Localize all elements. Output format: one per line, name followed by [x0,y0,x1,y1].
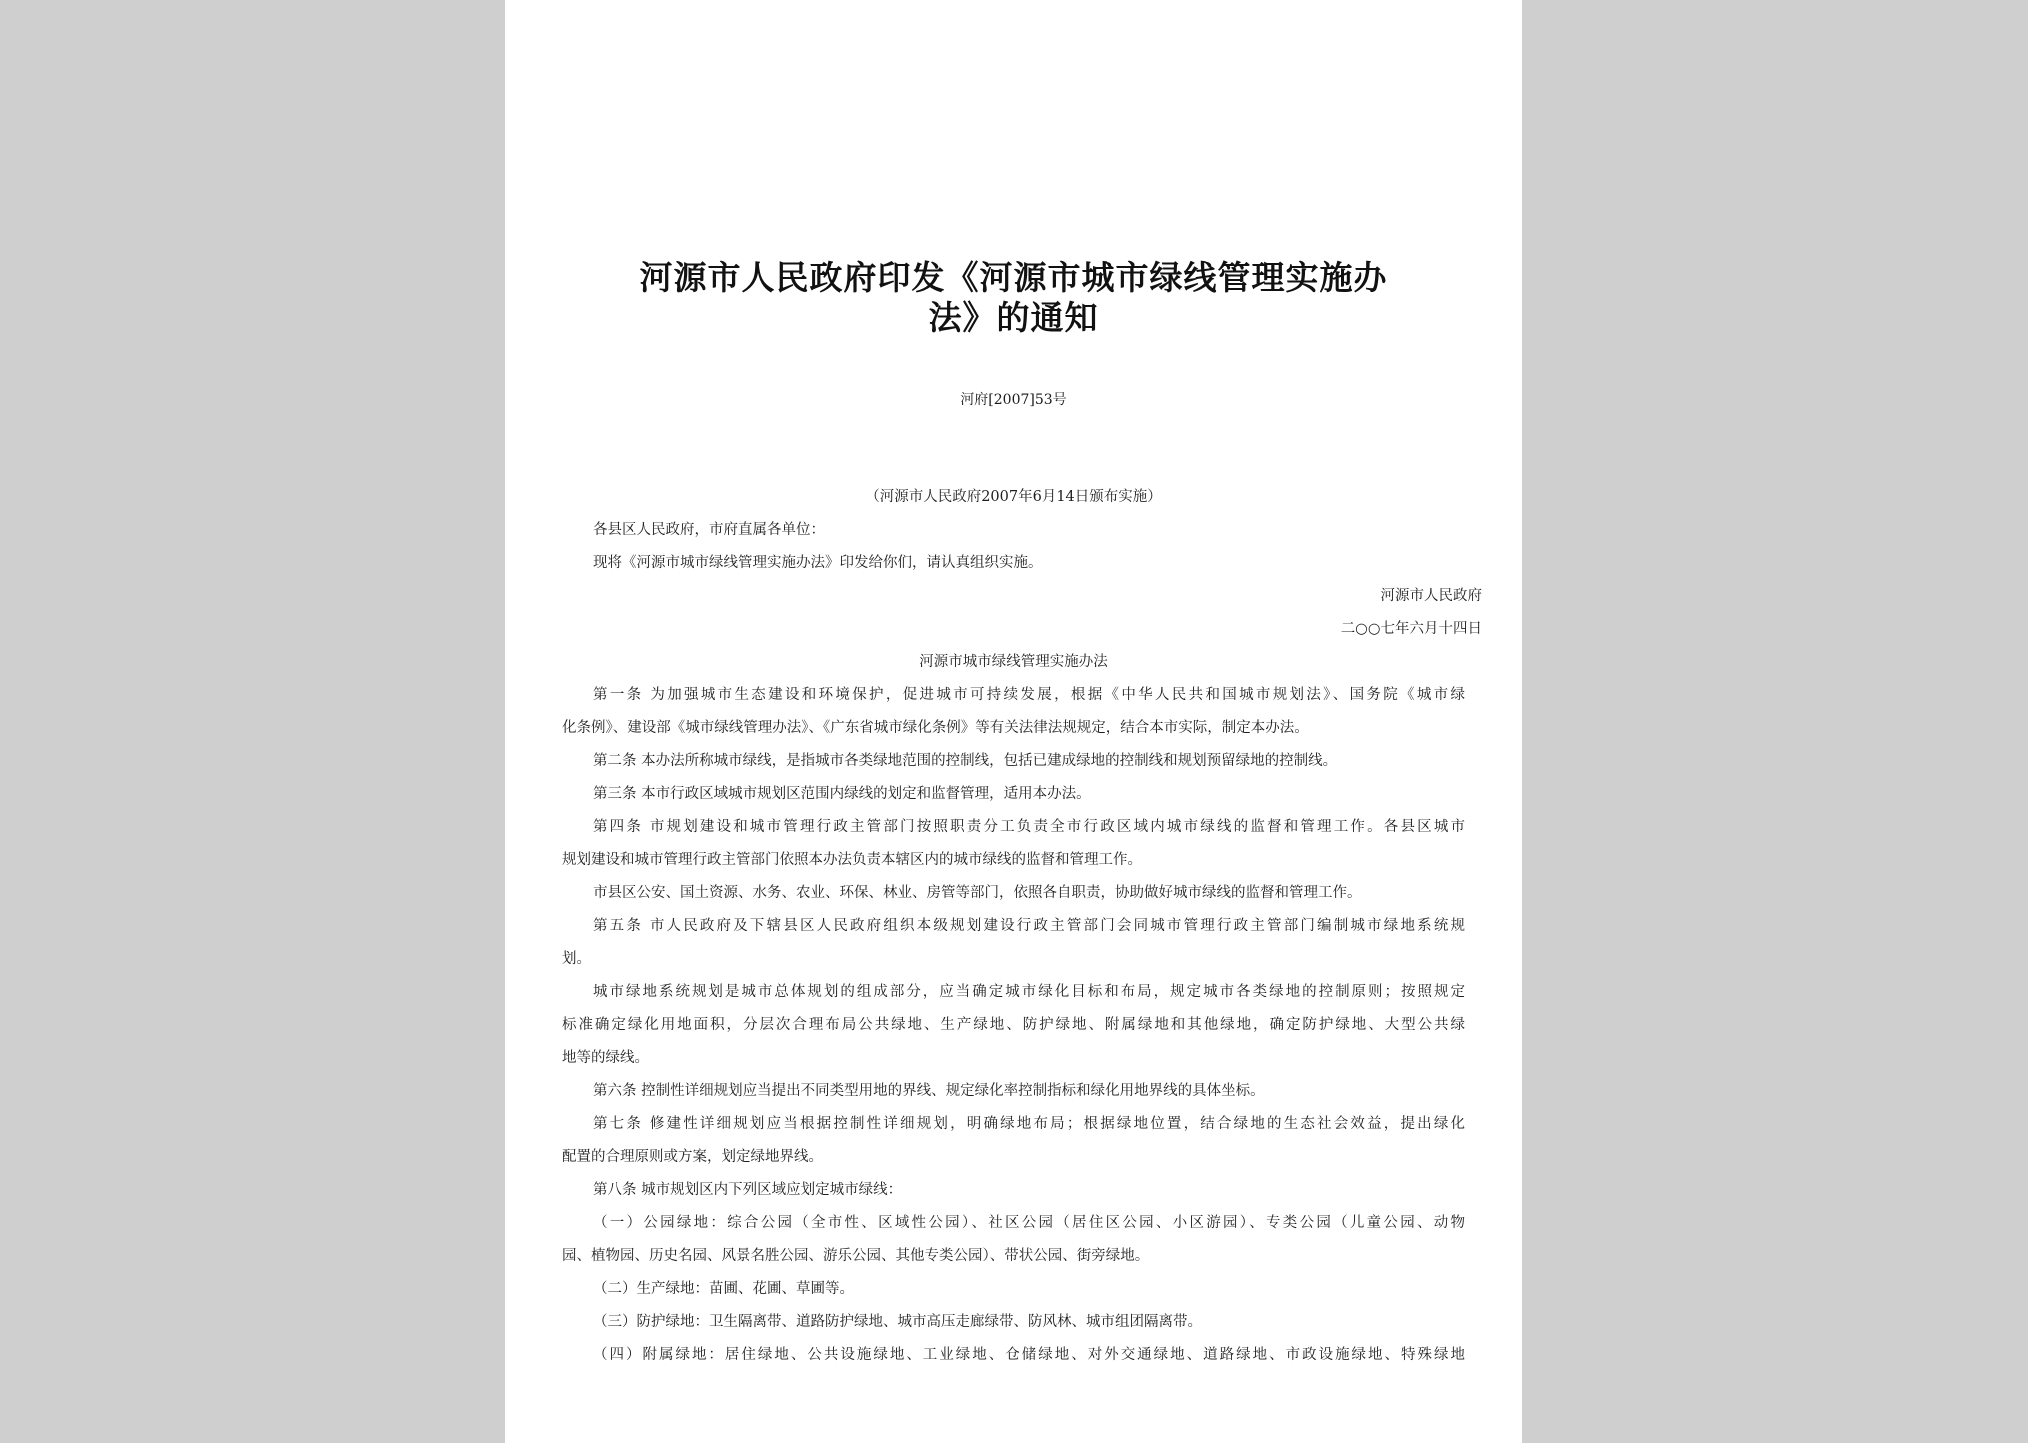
body-line: （二）生产绿地：苗圃、花圃、草圃等。 [593,1281,854,1297]
body-line: 第八条 城市规划区内下列区域应划定城市绿线： [593,1182,903,1198]
promulgation-note: （河源市人民政府2007年6月14日颁布实施） [865,489,1162,505]
body-line: 第二条 本办法所称城市绿线，是指城市各类绿地范围的控制线，包括已建成绿地的控制线和规划预留绿地的控制线。 [593,753,1338,769]
body-line: 第一条 为加强城市生态建设和环境保护，促进城市可持续发展，根据《中华人民共和国城市规划法》、国务院《城市绿 [593,687,1465,703]
body-line: 地等的绿线。 [562,1050,649,1066]
body-line: 规划建设和城市管理行政主管部门依照本办法负责本辖区内的城市绿线的监督和管理工作。 [562,852,1142,868]
notice-text: 现将《河源市城市绿线管理实施办法》印发给你们，请认真组织实施。 [593,555,1043,571]
body-line: 化条例》、建设部《城市绿线管理办法》、《广东省城市绿化条例》等有关法律法规规定，结合本市实际，制定本办法。 [562,720,1309,736]
body-line: 第七条 修建性详细规划应当根据控制性详细规划，明确绿地布局；根据绿地位置，结合绿地的生态社会效益，提出绿化 [593,1116,1465,1132]
body-line: （三）防护绿地：卫生隔离带、道路防护绿地、城市高压走廊绿带、防风林、城市组团隔离带。 [593,1314,1202,1330]
issuer: 河源市人民政府 [1380,588,1482,604]
body-line: 第六条 控制性详细规划应当提出不同类型用地的界线、规定绿化率控制指标和绿化用地界线的具体坐标。 [593,1083,1265,1099]
body-line: 第四条 市规划建设和城市管理行政主管部门按照职责分工负责全市行政区域内城市绿线的监督和管理工作。各县区城市 [593,819,1465,835]
body-line: （四）附属绿地：居住绿地、公共设施绿地、工业绿地、仓储绿地、对外交通绿地、道路绿地、市政设施绿地、特殊绿地 [593,1347,1465,1363]
body-line: 配置的合理原则或方案，划定绿地界线。 [562,1149,823,1165]
body-line: 划。 [562,951,591,967]
document-number: 河府[2007]53号 [960,392,1067,408]
body-line: （一）公园绿地：综合公园（全市性、区域性公园）、社区公园（居住区公园、小区游园）、专类公园（儿童公园、动物 [593,1215,1465,1231]
title-line-1: 河源市人民政府印发《河源市城市绿线管理实施办 [639,258,1388,297]
body-line: 第五条 市人民政府及下辖县区人民政府组织本级规划建设行政主管部门会同城市管理行政主管部门编制城市绿地系统规 [593,918,1465,934]
body-line: 城市绿地系统规划是城市总体规划的组成部分，应当确定城市绿化目标和布局，规定城市各类绿地的控制原则；按照规定 [593,984,1465,1000]
body-line: 市县区公安、国土资源、水务、农业、环保、林业、房管等部门，依照各自职责，协助做好城市绿线的监督和管理工作。 [593,885,1362,901]
title-line-2: 法》的通知 [928,298,1099,337]
document-page [505,0,1522,1443]
addressee: 各县区人民政府，市府直属各单位： [593,522,825,538]
body-line: 标准确定绿化用地面积，分层次合理布局公共绿地、生产绿地、防护绿地、附属绿地和其他绿地，确定防护绿地、大型公共绿 [562,1017,1465,1033]
body-line: 园、植物园、历史名园、风景名胜公园、游乐公园、其他专类公园）、带状公园、街旁绿地。 [562,1248,1150,1264]
document-title [575,258,1452,338]
body-line: 第三条 本市行政区域城市规划区范围内绿线的划定和监督管理，适用本办法。 [593,786,1091,802]
measures-title: 河源市城市绿线管理实施办法 [919,654,1108,670]
issue-date: 二○○七年六月十四日 [1340,621,1482,637]
